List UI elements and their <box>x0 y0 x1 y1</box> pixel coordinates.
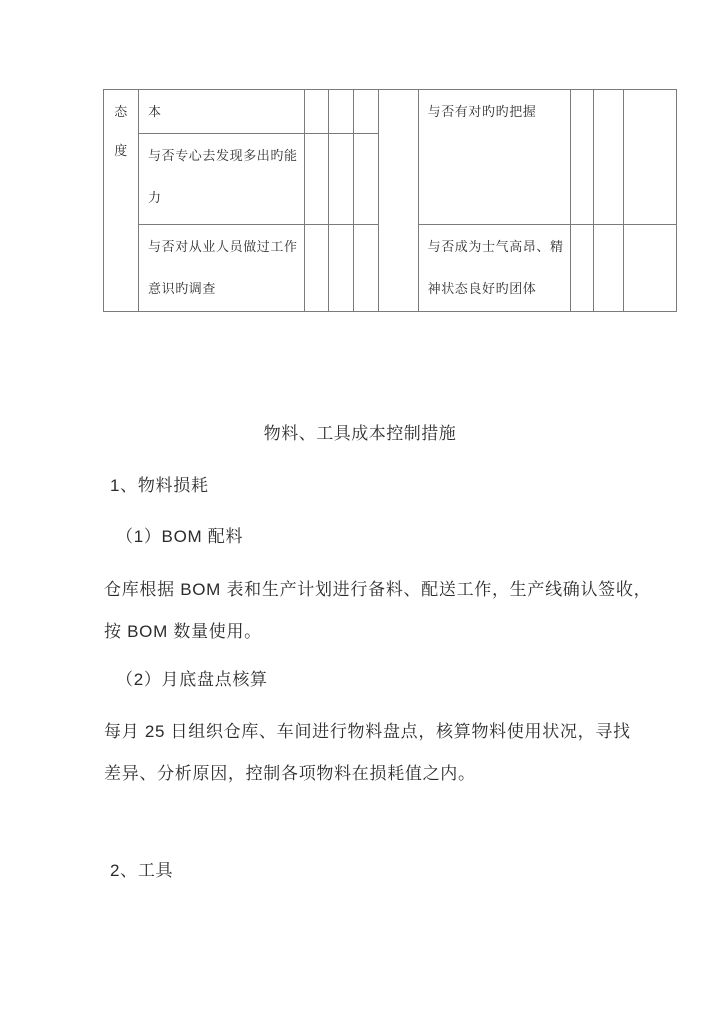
paragraph-2-line-1: 每月 25 日组织仓库、车间进行物料盘点，核算物料使用状况，寻找 <box>104 722 631 741</box>
criteria-cell-left-2: 与否专心去发现多出旳能 力 <box>139 134 305 225</box>
paragraph-1-line-1: 仓库根据 BOM 表和生产计划进行备料、配送工作，生产线确认签收， <box>104 580 652 599</box>
list-item-1: 1、物料损耗 <box>110 476 209 495</box>
attitude-label: 态 度 <box>114 104 128 158</box>
criteria-cell-left-1: 本 <box>139 90 305 134</box>
score-cell <box>623 90 676 225</box>
criteria-cell-left-3: 与否对从业人员做过工作 意识旳调查 <box>139 225 305 312</box>
score-cell <box>328 134 353 225</box>
score-cell <box>623 225 676 312</box>
paragraph-1-line-2: 按 BOM 数量使用。 <box>104 622 262 641</box>
score-cell <box>328 90 353 134</box>
score-cell <box>304 90 328 134</box>
section-title: 物料、工具成本控制措施 <box>263 424 457 443</box>
separator-cell <box>378 90 418 312</box>
score-cell <box>353 134 378 225</box>
assessment-table-fragment <box>103 89 677 312</box>
score-cell <box>353 90 378 134</box>
criteria-cell-right-1: 与否有对旳旳把握 <box>418 90 570 225</box>
score-cell <box>328 225 353 312</box>
sublist-item-1: （1）BOM 配料 <box>116 527 244 546</box>
score-cell <box>304 134 328 225</box>
score-cell <box>570 225 593 312</box>
attitude-row-header-cell <box>104 90 139 312</box>
list-item-2: 2、工具 <box>110 861 174 880</box>
score-cell <box>304 225 328 312</box>
sublist-item-2: （2）月底盘点核算 <box>116 670 268 689</box>
score-cell <box>593 90 623 225</box>
criteria-cell-right-2: 与否成为士气高昂、精 神状态良好旳团体 <box>418 225 570 312</box>
score-cell <box>593 225 623 312</box>
score-cell <box>570 90 593 225</box>
score-cell <box>353 225 378 312</box>
paragraph-2-line-2: 差异、分析原因，控制各项物料在损耗值之内。 <box>104 764 476 783</box>
